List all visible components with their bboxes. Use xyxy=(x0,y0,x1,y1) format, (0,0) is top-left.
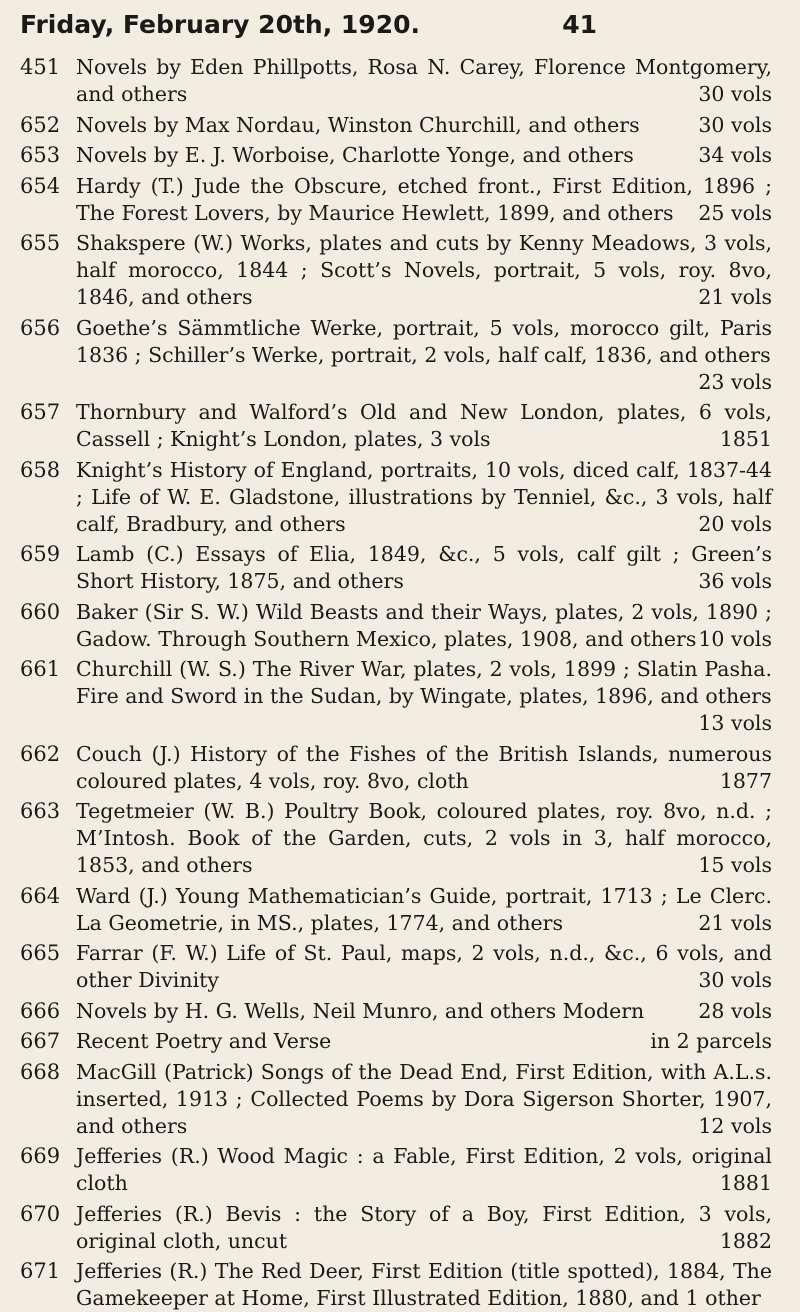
lot-entry xyxy=(20,315,772,396)
lot-number: 662 xyxy=(20,741,61,766)
lot-entry xyxy=(20,541,772,595)
lot-description: Novels by H. G. Wells, Neil Munro, and others Modern xyxy=(76,998,645,1023)
lot-number: 665 xyxy=(20,941,61,965)
lot-volumes: 13 vols xyxy=(698,711,772,735)
lot-description: Shakspere (W.) Works, plates and cuts by Kenny Meadows, 3 vols, half morocco, 1844 ; Scott’s Novels, portrait, 5 vols, roy. 8vo, 1846, and others xyxy=(76,231,772,309)
lot-entry xyxy=(20,1143,772,1197)
lot-volumes: 25 vols xyxy=(698,200,772,225)
lot-number: 659 xyxy=(20,542,61,566)
lot-volumes: in 2 parcels xyxy=(650,1029,772,1053)
lot-description: Novels by E. J. Worboise, Charlotte Yonge, and others xyxy=(76,143,634,167)
lot-entry xyxy=(20,457,772,538)
lot-volumes: 30 vols xyxy=(698,112,772,137)
lot-description: Hardy (T.) Jude the Obscure, etched front., First Edition, 1896 ; The Forest Lovers, by Maurice Hewlett, 1899, and others xyxy=(76,173,772,225)
lot-number: 669 xyxy=(20,1144,61,1168)
lot-description: Recent Poetry and Verse xyxy=(76,1029,332,1053)
lot-description: Tegetmeier (W. B.) Poultry Book, coloured plates, roy. 8vo, n.d. ; M’Intosh. Book of the Garden, cuts, 2 vols in 3, half morocco, 1853, and others xyxy=(76,799,772,877)
lot-number: 671 xyxy=(20,1259,61,1283)
lot-entry xyxy=(20,399,772,453)
lot-entry xyxy=(20,883,772,937)
lot-number: 660 xyxy=(20,599,61,624)
lot-volumes: 20 vols xyxy=(698,511,772,536)
lot-number: 663 xyxy=(20,799,61,823)
lot-description: Farrar (F. W.) Life of St. Paul, maps, 2 vols, n.d., &c., 6 vols, and other Divinity xyxy=(76,941,772,992)
lot-entry xyxy=(20,998,772,1025)
lot-description: Ward (J.) Young Mathematician’s Guide, portrait, 1713 ; Le Clerc. La Geometrie, in MS., plates, 1774, and others xyxy=(76,883,772,935)
lot-volumes: 1877 xyxy=(719,768,772,793)
lot-volumes: 1881 xyxy=(719,1171,772,1195)
lot-number: 664 xyxy=(20,883,61,908)
lot-number: 668 xyxy=(20,1059,61,1084)
lot-number: 656 xyxy=(20,315,61,340)
lot-description: Goethe’s Sämmtliche Werke, portrait, 5 vols, morocco gilt, Paris 1836 ; Schiller’s Werke, portrait, 2 vols, half calf, 1836, and others xyxy=(76,315,772,367)
lot-entry xyxy=(20,940,772,994)
lot-number: 670 xyxy=(20,1201,61,1226)
lot-volumes: 21 vols xyxy=(698,285,772,309)
lot-entry xyxy=(20,656,772,737)
lot-description: Jefferies (R.) The Red Deer, First Edition (title spotted), 1884, The Gamekeeper at Home, First Illustrated Edition, 1880, and 1 other xyxy=(76,1259,772,1310)
lot-entry xyxy=(20,112,772,139)
lot-volumes: 36 vols xyxy=(698,569,772,593)
lot-description: Couch (J.) History of the Fishes of the British Islands, numerous coloured plates, 4 vols, roy. 8vo, cloth xyxy=(76,741,772,793)
lot-description: Jefferies (R.) Bevis : the Story of a Boy, First Edition, 3 vols, original cloth, uncut xyxy=(76,1201,772,1253)
page-number: 41 xyxy=(562,10,597,39)
lot-description: Novels by Max Nordau, Winston Churchill, and others xyxy=(76,112,640,137)
lot-volumes: 10 vols xyxy=(698,626,772,651)
page-header xyxy=(20,10,772,50)
lot-number: 451 xyxy=(20,55,61,79)
lot-entry xyxy=(20,1059,772,1140)
lot-number: 667 xyxy=(20,1029,61,1053)
lot-volumes: 30 vols xyxy=(698,968,772,992)
header-date: Friday, February 20th, 1920. xyxy=(20,10,420,39)
lot-entry xyxy=(20,230,772,311)
lot-entry xyxy=(20,142,772,169)
lot-volumes: 21 vols xyxy=(698,910,772,935)
lot-description: Churchill (W. S.) The River War, plates, 2 vols, 1899 ; Slatin Pasha. Fire and Sword in the Sudan, by Wingate, plates, 1896, and others xyxy=(76,657,772,708)
lot-number: 657 xyxy=(20,400,61,424)
lot-number: 655 xyxy=(20,231,61,255)
lot-entry xyxy=(20,1258,772,1312)
lot-entry xyxy=(20,1028,772,1055)
lot-number: 661 xyxy=(20,657,61,681)
lot-description: Knight’s History of England, portraits, 10 vols, diced calf, 1837-44 ; Life of W. E. Gladstone, illustrations by Tenniel, &c., 3 vols, half calf, Bradbury, and others xyxy=(76,457,772,536)
lot-volumes: 12 vols xyxy=(698,1113,772,1138)
lot-entry xyxy=(20,54,772,108)
lot-entry xyxy=(20,599,772,653)
lot-description: Thornbury and Walford’s Old and New London, plates, 6 vols, Cassell ; Knight’s London, plates, 3 vols xyxy=(76,400,772,451)
lot-volumes: 1882 xyxy=(719,1228,772,1253)
lot-volumes: 15 vols xyxy=(698,853,772,877)
lot-description: Jefferies (R.) Wood Magic : a Fable, First Edition, 2 vols, original cloth xyxy=(76,1144,772,1195)
lot-description: Novels by Eden Phillpotts, Rosa N. Carey, Florence Montgomery, and others xyxy=(76,55,772,106)
lot-list xyxy=(20,54,772,1312)
lot-entry xyxy=(20,173,772,227)
lot-volumes: 30 vols xyxy=(698,82,772,106)
lot-volumes: 28 vols xyxy=(698,998,772,1023)
lot-description: MacGill (Patrick) Songs of the Dead End, First Edition, with A.L.s. inserted, 1913 ; Collected Poems by Dora Sigerson Shorter, 1907, and others xyxy=(76,1059,772,1138)
lot-volumes: 34 vols xyxy=(698,143,772,167)
lot-entry xyxy=(20,741,772,795)
lot-number: 653 xyxy=(20,143,61,167)
lot-number: 654 xyxy=(20,173,61,198)
lot-volumes: 23 vols xyxy=(698,369,772,394)
lot-entry xyxy=(20,1201,772,1255)
lot-volumes: 1851 xyxy=(719,427,772,451)
lot-description: Baker (Sir S. W.) Wild Beasts and their Ways, plates, 2 vols, 1890 ; Gadow. Through Southern Mexico, plates, 1908, and others xyxy=(76,599,772,651)
lot-number: 652 xyxy=(20,112,61,137)
lot-number: 658 xyxy=(20,457,61,482)
lot-number: 666 xyxy=(20,998,61,1023)
lot-description: Lamb (C.) Essays of Elia, 1849, &c., 5 vols, calf gilt ; Green’s Short History, 1875, and others xyxy=(76,542,772,593)
lot-entry xyxy=(20,798,772,879)
